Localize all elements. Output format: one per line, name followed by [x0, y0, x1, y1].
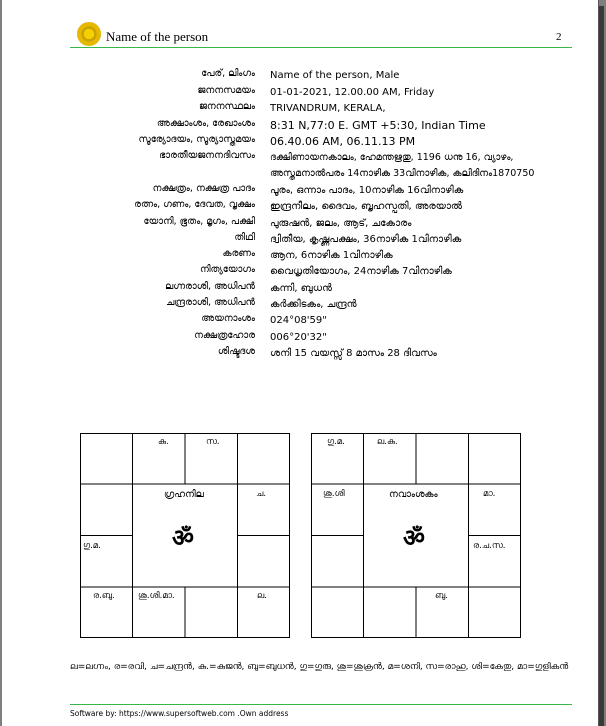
- detail-row: [70, 330, 570, 346]
- detail-value: 8:31 N,77:0 E. GMT +5:30, Indian Time: [270, 119, 486, 132]
- detail-value: പുരുഷൻ, ജലം, ആട്, ചകോരം: [270, 218, 412, 229]
- om-symbol-icon: ॐ: [403, 524, 425, 552]
- detail-value: ശനി 15 വയസ്സ് 8 മാസം 28 ദിവസം: [270, 348, 437, 359]
- detail-label: യോനി, ഭൂതം, മൃഗം, പക്ഷി: [143, 216, 255, 227]
- detail-row: [70, 183, 570, 199]
- rasi-cell-top-3: സ.: [206, 437, 220, 447]
- navamsa-cell-right-2: ര.ച.സ.: [473, 541, 506, 551]
- detail-row: [70, 85, 570, 101]
- detail-value: കർക്കിടകം, ചന്ദ്രൻ: [270, 299, 357, 310]
- page-number: 2: [556, 31, 562, 43]
- detail-value: TRIVANDRUM, KERALA,: [270, 103, 386, 114]
- detail-label: നക്ഷത്രം, നക്ഷത്ര പാദം: [152, 183, 255, 194]
- detail-label: ജനനസ്ഥലം: [198, 101, 255, 112]
- detail-label: അയനാംശം: [201, 313, 255, 324]
- navamsa-cell-top-2: ല.കു.: [377, 437, 398, 447]
- detail-value: പൂരം, ഒന്നാം പാദം, 10നാഴിക 16വിനാഴിക: [270, 185, 464, 196]
- detail-label: കരണം: [222, 248, 255, 259]
- detail-value: ദ്വിതീയ, കൃഷ്ണപക്ഷം, 36നാഴിക 1വിനാഴിക: [270, 234, 462, 245]
- rasi-cell-right-1: ച.: [256, 489, 267, 499]
- navamsa-cell-left-1: ശു.ശി: [323, 489, 345, 499]
- detail-label: അക്ഷാംശം, രേഖാംശം: [156, 118, 255, 129]
- detail-row: [70, 313, 570, 329]
- rasi-cell-bottom-4: ല.: [257, 591, 267, 601]
- om-symbol-icon: ॐ: [172, 524, 194, 552]
- detail-row: [70, 232, 570, 248]
- detail-row: [70, 216, 570, 232]
- detail-label: പേര്, ലിംഗം: [201, 68, 255, 79]
- detail-label: ലഗ്നരാശി, അധിപൻ: [165, 281, 255, 292]
- detail-value: 024°08'59": [270, 315, 327, 326]
- detail-label: തിഥി: [234, 232, 255, 243]
- detail-value: ആന, 6നാഴിക 1വിനാഴിക: [270, 250, 393, 261]
- detail-label: ശിഷ്ടദശ: [217, 346, 255, 357]
- detail-row: [70, 281, 570, 297]
- detail-row: [70, 264, 570, 280]
- detail-label: ചന്ദ്രരാശി, അധിപൻ: [166, 297, 255, 308]
- detail-row: [70, 118, 570, 134]
- rasi-cell-left-2: ഗു.മ.: [83, 541, 101, 551]
- detail-row: [70, 101, 570, 117]
- detail-row: [70, 297, 570, 313]
- abbreviation-legend: ല=ലഗ്നം, ര=രവി, ച=ചന്ദ്രൻ, കു.=കുജൻ, ബു=ബുധൻ, ഗു=ഗുരു, ശു=ശുക്രൻ, മ=ശനി, സ=രാഹു, ശി=കേതു, മാ=ഗുളികൻ: [70, 662, 569, 672]
- detail-row: [70, 150, 570, 179]
- rasi-cell-top-2: കു.: [158, 437, 169, 447]
- detail-value: 01-01-2021, 12.00.00 AM, Friday: [270, 87, 435, 98]
- detail-label: നക്ഷത്രഹോര: [194, 330, 255, 341]
- detail-value: Name of the person, Male: [270, 70, 400, 81]
- detail-label: രത്നം, ഗണം, ദേവത, വൃക്ഷം: [134, 199, 255, 210]
- detail-label: നിത്യയോഗം: [200, 264, 255, 275]
- navamsa-cell-bottom-3: ബു.: [435, 591, 448, 601]
- rasi-cell-bottom-2: ശു.ശി.മാ.: [138, 591, 175, 601]
- detail-row: [70, 248, 570, 264]
- footer-rule: [70, 704, 572, 705]
- detail-row: [70, 68, 570, 84]
- detail-value: കന്നി, ബുധൻ: [270, 283, 332, 294]
- navamsa-chart: [311, 433, 521, 638]
- detail-value: ദക്ഷിണായനകാലം, ഹേമന്തഋതു, 1196 ധനു 16, വ്യാഴം, അസ്തമനാൽപരം 14നാഴിക 33വിനാഴിക, കലിദിനം1870750: [270, 152, 535, 179]
- detail-value: ഇന്ദ്രനീലം, ദൈവം, ബൃഹസ്പതി, അരയാൽ: [270, 201, 463, 212]
- detail-value: 06.40.06 AM, 06.11.13 PM: [270, 135, 416, 148]
- rasi-cell-bottom-1: ര.ബു.: [93, 591, 115, 601]
- navamsa-chart-title: നവാംശകം: [389, 489, 438, 500]
- detail-row: [70, 134, 570, 150]
- detail-label: സൂര്യോദയം, സൂര്യാസ്തമയം: [138, 134, 255, 145]
- logo-icon: [77, 22, 101, 46]
- detail-row: [70, 346, 570, 362]
- header-title: Name of the person: [106, 29, 209, 44]
- detail-label: ജനനസമയം: [197, 85, 255, 96]
- header-rule: [70, 47, 572, 48]
- rasi-chart-title: ഗ്രഹനില: [164, 489, 204, 500]
- navamsa-cell-right-1: മാ.: [483, 489, 496, 499]
- navamsa-cell-top-1: ഗു.മ.: [327, 437, 345, 447]
- footer-text: Software by: https://www.supersoftweb.com .Own address: [70, 709, 289, 718]
- detail-row: [70, 199, 570, 215]
- detail-value: 006°20'32": [270, 332, 327, 343]
- rasi-chart: [80, 433, 290, 638]
- detail-value: വൈധൃതിയോഗം, 24നാഴിക 7വിനാഴിക: [270, 266, 452, 277]
- detail-label: ഭാരതീയജനനദിവസം: [159, 150, 255, 161]
